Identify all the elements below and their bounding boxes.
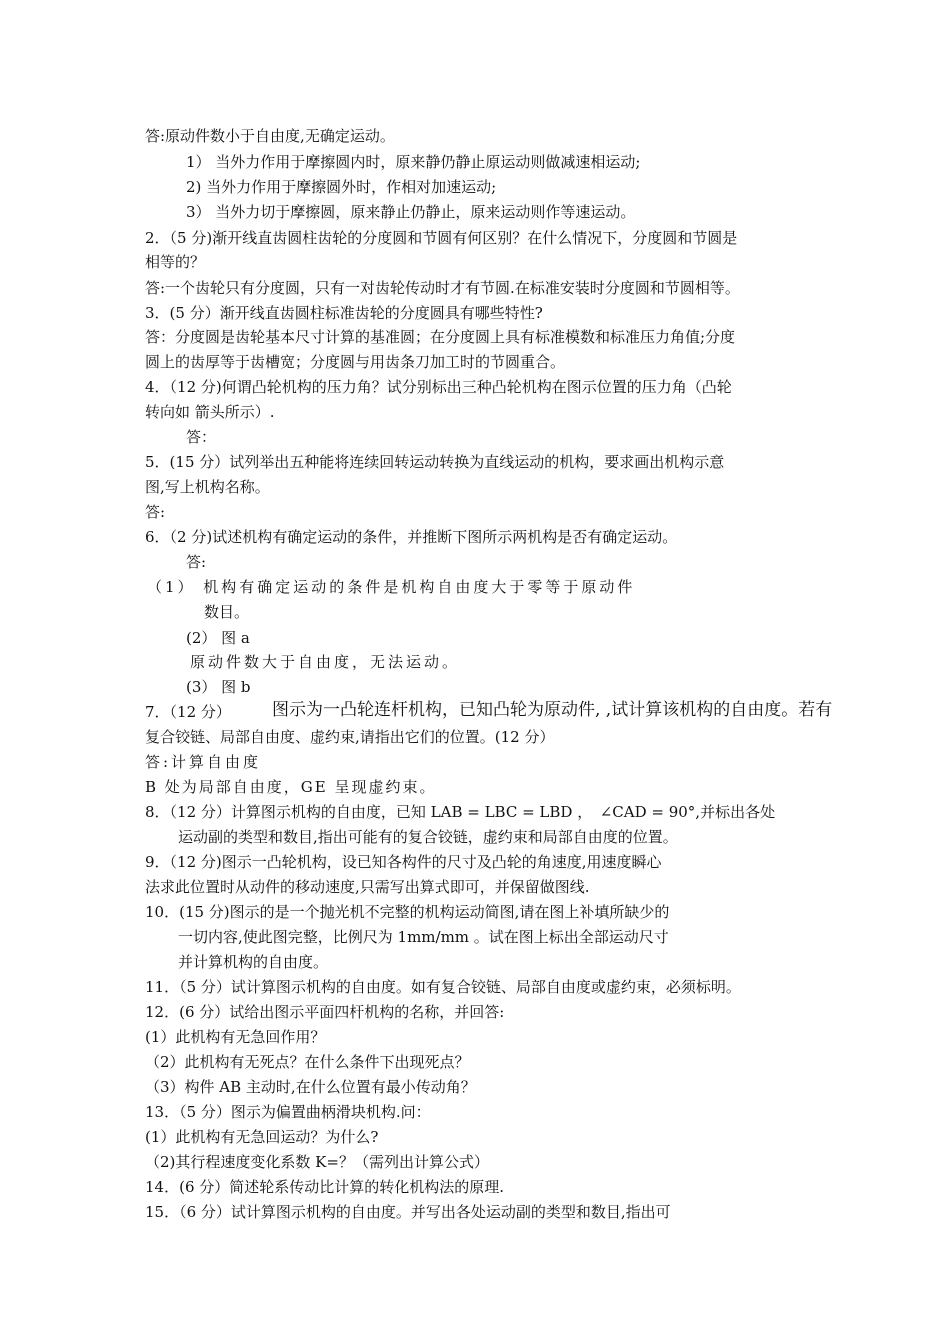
text-line: （1） 机构有确定运动的条件是机构自由度大于零等于原动件 (147, 578, 636, 596)
text-line: 答: (186, 553, 207, 571)
text-line: 法求此位置时从动件的移动速度,只需写出算式即可，并保留做图线. (145, 878, 590, 896)
text-line: 答:计算自由度 (145, 753, 262, 771)
text-line: （3）构件 AB 主动时,在什么位置有最小传动角？ (145, 1078, 476, 1096)
text-line: 11．（5 分）试计算图示机构的自由度。如有复合铰链、局部自由度或虚约束，必须标明。 (145, 978, 741, 996)
text-line: 2．（5 分)渐开线直齿圆柱齿轮的分度圆和节圆有何区别？在什么情况下，分度圆和节圆是 (145, 229, 738, 247)
text-line: 转向如 箭头所示）. (145, 403, 275, 421)
text-line: 答: (145, 503, 166, 521)
text-line: 8．（12 分）计算图示机构的自由度，已知 LAB = LBC = LBD ， ∠CAD = 90°,并标出各处 (145, 803, 776, 821)
text-line: 9．（12 分)图示一凸轮机构，设已知各构件的尺寸及凸轮的角速度,用速度瞬心 (145, 853, 662, 871)
text-line: 复合铰链、局部自由度、虚约束,请指出它们的位置。(12 分） (145, 728, 555, 746)
text-line: B 处为局部自由度，GE 呈现虚约束。 (145, 778, 437, 796)
text-line: 6．（2 分)试述机构有确定运动的条件，并推断下图所示两机构是否有确定运动。 (145, 528, 678, 546)
text-line: 10．(15 分)图示的是一个抛光机不完整的机构运动简图,请在图上补填所缺少的 (145, 903, 670, 921)
text-line: 答：分度圆是齿轮基本尺寸计算的基准圆；在分度圆上具有标准模数和标准压力角值;分度 (145, 328, 736, 346)
text-line: 相等的？ (145, 253, 206, 271)
text-line: 答:一个齿轮只有分度圆，只有一对齿轮传动时才有节圆.在标准安装时分度圆和节圆相等。 (145, 279, 740, 297)
text-line: 3．(5 分）渐开线直齿圆柱标准齿轮的分度圆具有哪些特性? (145, 304, 543, 322)
text-line: 一切内容,使此图完整，比例尺为 1mm/mm 。试在图上标出全部运动尺寸 (178, 928, 669, 946)
text-line: 答： (186, 428, 217, 446)
text-line: 7．（12 分） (145, 703, 231, 721)
text-line: （2）此机构有无死点？在什么条件下出现死点？ (145, 1053, 470, 1071)
text-line: 运动副的类型和数目,指出可能有的复合铰链，虚约束和局部自由度的位置。 (178, 828, 678, 846)
text-line: 15．（6 分）试计算图示机构的自由度。并写出各处运动副的类型和数目,指出可 (145, 1203, 671, 1221)
text-line: 原动件数大于自由度，无法运动。 (190, 653, 461, 671)
text-line: 图示为一凸轮连杆机构，已知凸轮为原动件, ,试计算该机构的自由度。若有 (272, 700, 833, 720)
text-line: 12．(6 分）试给出图示平面四杆机构的名称，并回答: (145, 1003, 505, 1021)
text-line: 2) 当外力作用于摩擦圆外时，作相对加速运动; (186, 178, 497, 196)
text-line: (1）此机构有无急回作用？ (145, 1028, 326, 1046)
text-line: 14．(6 分）简述轮系传动比计算的转化机构法的原理. (145, 1178, 505, 1196)
text-line: 圆上的齿厚等于齿槽宽；分度圆与用齿条刀加工时的节圆重合。 (145, 353, 566, 371)
text-line: （2)其行程速度变化系数 K=？（需列出计算公式） (145, 1153, 489, 1171)
text-line: 并计算机构的自由度。 (178, 953, 329, 971)
text-line: 13．（5 分）图示为偏置曲柄滑块机构.问： (145, 1103, 431, 1121)
text-line: (1）此机构有无急回运动？为什么? (145, 1128, 379, 1146)
text-line: (2） 图 a (186, 629, 250, 647)
text-line: 图,写上机构名称。 (145, 478, 270, 496)
text-line: 数目。 (204, 603, 250, 621)
text-line: 答:原动件数小于自由度,无确定运动。 (145, 127, 395, 145)
text-line: 1） 当外力作用于摩擦圆内时，原来静仍静止原运动则做减速相运动; (186, 153, 641, 171)
text-line: 3） 当外力切于摩擦圆，原来静止仍静止，原来运动则作等速运动。 (186, 203, 636, 221)
text-line: 4．（12 分)何谓凸轮机构的压力角？试分别标出三种凸轮机构在图示位置的压力角（凸轮 (145, 378, 732, 396)
text-line: (3） 图 b (186, 678, 251, 696)
text-line: 5．(15 分）试列举出五种能将连续回转运动转换为直线运动的机构，要求画出机构示意 (145, 453, 725, 471)
